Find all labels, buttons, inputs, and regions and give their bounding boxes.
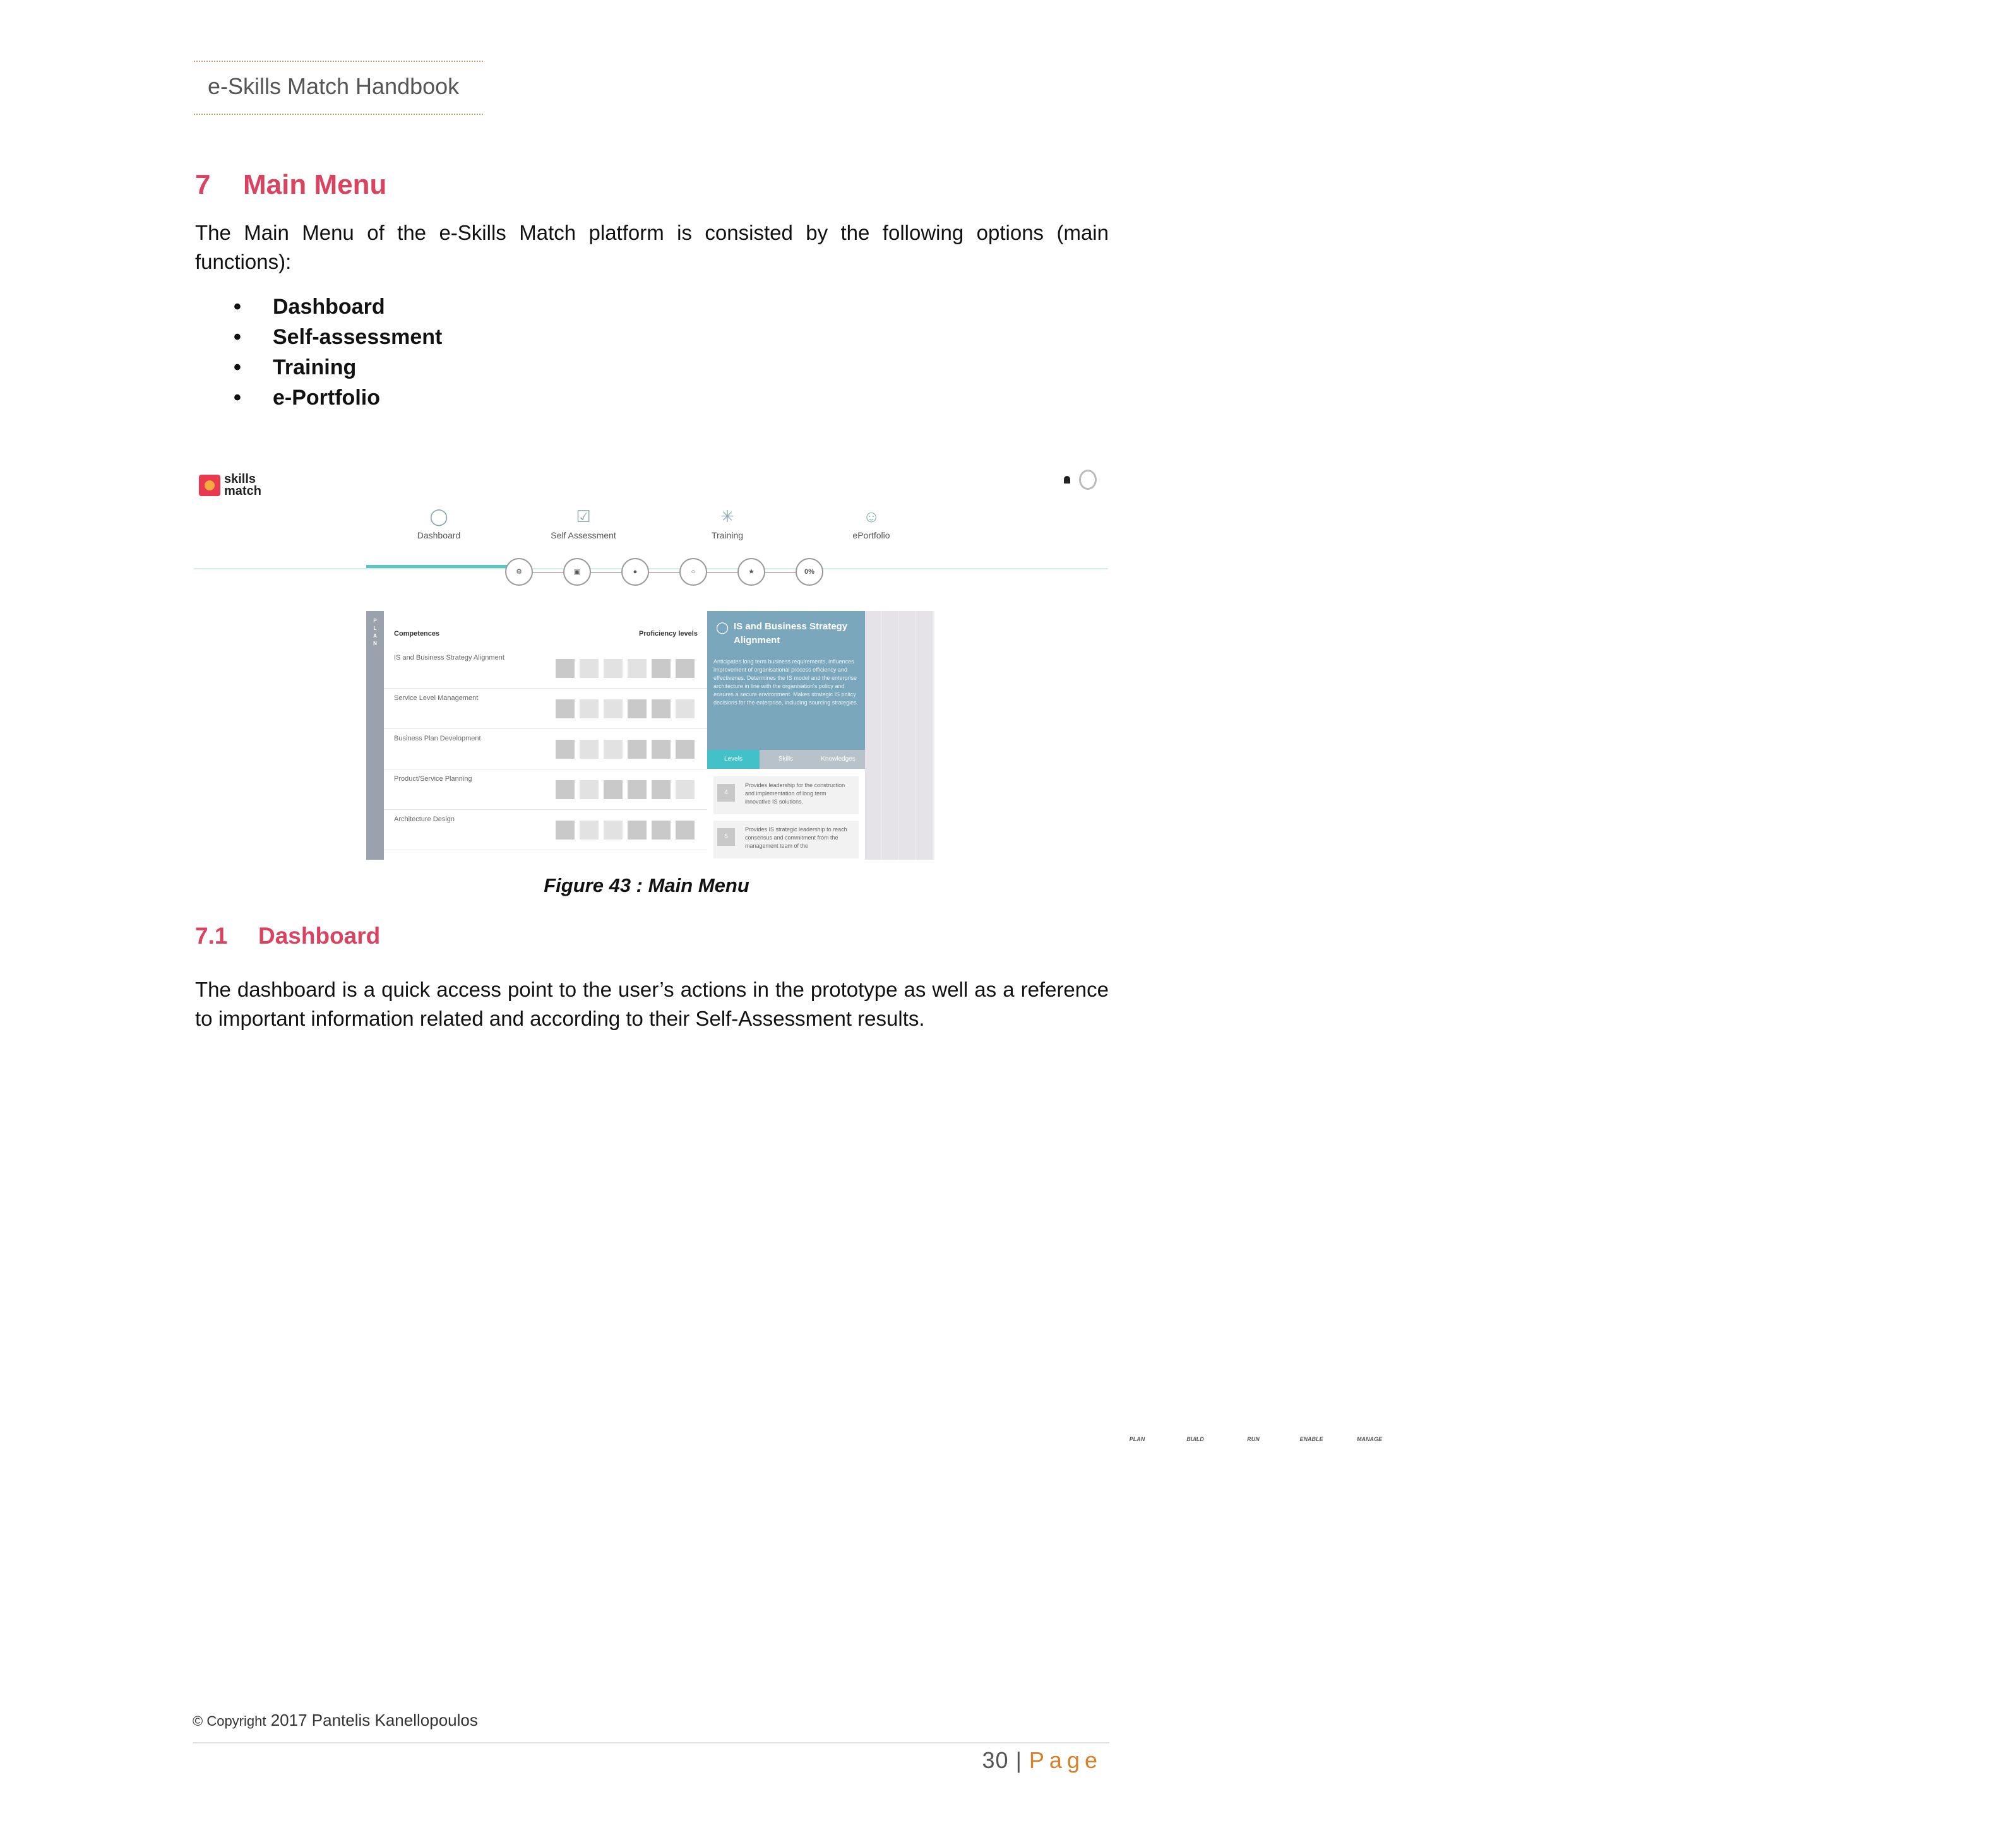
nav-label: ePortfolio (852, 530, 890, 540)
logo-text-2: match (224, 484, 261, 498)
step-label: RUN (1247, 1436, 1260, 1442)
page-number (982, 1747, 1102, 1774)
nav-training[interactable] (655, 505, 800, 540)
lightbulb-icon: ◯ (716, 621, 729, 634)
subsection-heading (195, 923, 380, 949)
figure-caption: Figure 43 : Main Menu (544, 874, 749, 896)
page-separator: | (1008, 1747, 1029, 1773)
dashboard-paragraph: The dashboard is a quick access point to the user’s actions in the prototype as well as a reference to important information related and according to their Self-Assessment results. (195, 978, 1109, 1030)
column-header: Proficiency levels (639, 630, 698, 638)
row-label: Business Plan Development (394, 735, 481, 742)
nav-label: Training (711, 530, 744, 540)
detail-header (707, 611, 865, 750)
dashboard-icon: ◯ (429, 507, 448, 526)
list-item: • e-Portfolio (234, 383, 442, 413)
level-number: 5 (717, 828, 735, 846)
step-label: MANAGE (1357, 1436, 1382, 1442)
run-icon: ● (621, 558, 649, 586)
nav-eportfolio[interactable] (799, 505, 944, 540)
nav-label: Self Assessment (551, 530, 616, 540)
subsection-number: 7.1 (195, 923, 228, 949)
level-item (713, 821, 859, 858)
build-icon: ▣ (563, 558, 591, 586)
user-icon: ☺ (862, 507, 880, 526)
skills-match-logo (199, 472, 270, 499)
table-row[interactable] (384, 688, 707, 729)
column-header: Competences (394, 630, 440, 638)
detail-description: Anticipates long term business requirements, influences improvement of organisational process efficiency and effectivenes. Determines the IS model and the enterprise architecture in line with the organisation's policy and ensures a secure environment. Makes strategic IS policy decisions for the enterprise, including sourcing strategies. (713, 658, 859, 706)
running-header (194, 61, 483, 115)
row-label: IS and Business Strategy Alignment (394, 654, 504, 662)
avatar[interactable] (1079, 470, 1097, 490)
subsection-title: Dashboard (258, 923, 381, 949)
row-label: Product/Service Planning (394, 775, 472, 783)
tab-skills[interactable]: Skills (778, 756, 794, 763)
step-label: ENABLE (1299, 1436, 1323, 1442)
row-label: Architecture Design (394, 816, 455, 823)
intro-paragraph: The Main Menu of the e-Skills Match platform is consisted by the following options (main functions): (195, 221, 1109, 273)
manage-icon: ★ (737, 558, 765, 586)
row-label: Service Level Management (394, 694, 479, 702)
detail-tabs (707, 750, 865, 769)
logo-mark-icon (199, 475, 220, 496)
progress-indicator (781, 558, 838, 586)
plan-icon: ⚙ (505, 558, 533, 586)
bell-icon[interactable] (1064, 476, 1070, 484)
list-item: • Training (234, 352, 442, 383)
footer-divider (193, 1742, 1109, 1743)
checkbox-icon: ☑ (576, 507, 591, 526)
step-label: PLAN (1129, 1436, 1145, 1442)
tab-knowledges[interactable]: Knowledges (821, 756, 856, 763)
level-text: Provides IS strategic leadership to reach consensus and commitment from the management team of the (745, 826, 847, 849)
page-number-value: 30 (982, 1747, 1009, 1773)
copyright-prefix: © Copyright (193, 1713, 266, 1729)
table-row[interactable] (384, 809, 707, 850)
header-title: e-Skills Match Handbook (208, 73, 460, 99)
level-text: Provides leadership for the construction and implementation of long term innovative IS solutions. (745, 782, 845, 805)
table-row[interactable] (384, 728, 707, 769)
nav-self-assessment[interactable] (511, 505, 656, 540)
level-item (713, 776, 859, 814)
table-row[interactable] (384, 769, 707, 810)
logo-text-1: skills (224, 472, 256, 486)
nav-label: Dashboard (417, 530, 461, 540)
footer-copyright (193, 1711, 478, 1730)
competence-grid (366, 611, 934, 860)
nav-dashboard[interactable] (366, 505, 511, 568)
step-label: BUILD (1186, 1436, 1204, 1442)
table-row[interactable] (384, 648, 707, 689)
tab-levels[interactable]: Levels (707, 750, 760, 769)
competence-detail-panel (707, 611, 865, 860)
list-item: • Self-assessment (234, 322, 442, 352)
section-title: Main Menu (243, 169, 387, 200)
collapsed-columns (865, 611, 934, 860)
progress-value: 0% (796, 558, 823, 586)
training-icon: ✳ (720, 507, 734, 526)
detail-title: IS and Business Strategy Alignment (734, 621, 848, 646)
section-heading (195, 169, 386, 201)
list-item: • Dashboard (234, 292, 442, 322)
options-list (234, 292, 442, 413)
level-number: 4 (717, 784, 735, 802)
enable-icon: ○ (679, 558, 707, 586)
page-word: Page (1029, 1747, 1102, 1773)
competence-table (384, 611, 707, 860)
section-number: 7 (195, 169, 211, 200)
copyright-text: 2017 Pantelis Kanellopoulos (266, 1711, 478, 1730)
plan-side-label: P L A N (366, 611, 384, 860)
